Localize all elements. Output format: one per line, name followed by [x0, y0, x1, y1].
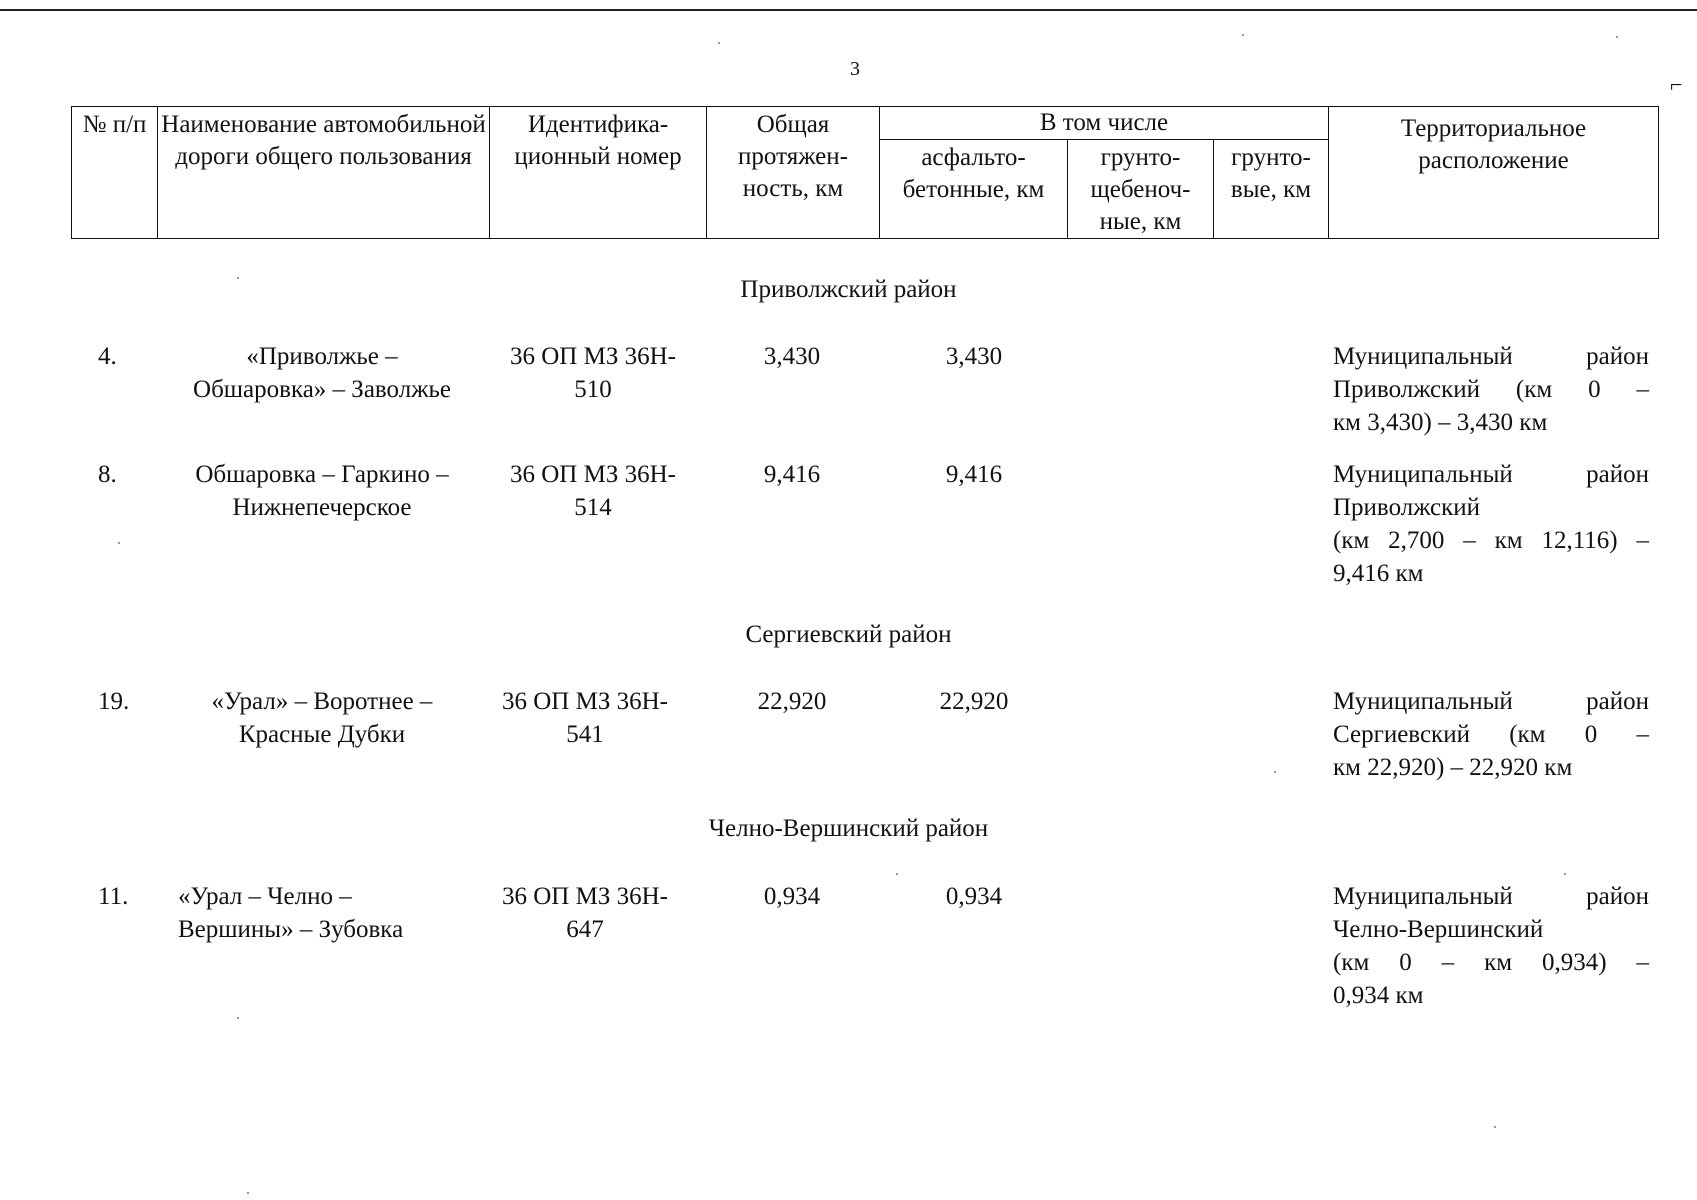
- road-name-line: Нижнепечерское: [232, 494, 412, 521]
- identifier-line: 514: [574, 494, 612, 521]
- total-length: 22,920: [757, 688, 827, 715]
- identifier-line: 647: [566, 916, 604, 943]
- location-line: Муниципальный район: [1333, 461, 1649, 488]
- location-line: 9,416 км: [1333, 560, 1424, 587]
- scan-speck: [896, 873, 898, 875]
- road-name-line: «Урал» – Воротнее –: [211, 688, 433, 715]
- header-total-length: Общая протяжен-ность, км: [707, 107, 880, 239]
- scan-speck: [718, 42, 720, 44]
- identifier-line: 36 ОП МЗ 36Н-: [502, 688, 668, 715]
- road-identifier: [488, 458, 698, 524]
- road-name-line: Красные Дубки: [238, 721, 406, 748]
- location-line: Челно-Вершинский: [1333, 916, 1544, 943]
- road-name: [158, 458, 486, 524]
- asphalt-length: 0,934: [945, 883, 1003, 910]
- road-name: [178, 880, 438, 946]
- scan-speck: [1494, 1126, 1496, 1128]
- road-identifier: [480, 685, 690, 751]
- section-title: Приволжский район: [740, 276, 957, 303]
- location-line: Сергиевский (км 0 –: [1333, 721, 1649, 748]
- header-road-name: Наименование автомобильной дороги общего пользования: [158, 107, 490, 239]
- header-dirt: грунто-вые, км: [1214, 140, 1329, 239]
- scan-edge-line: [0, 9, 1697, 11]
- location-line: км 3,430) – 3,430 км: [1333, 409, 1548, 436]
- identifier-line: 36 ОП МЗ 36Н-: [502, 883, 668, 910]
- road-identifier: [488, 340, 698, 406]
- scan-speck: [1616, 36, 1618, 38]
- road-identifier: [480, 880, 690, 946]
- territorial-location: [1333, 340, 1649, 439]
- header-number: № п/п: [72, 107, 158, 239]
- road-name-line: Вершины» – Зубовка: [178, 916, 404, 943]
- scan-speck: [247, 1192, 249, 1194]
- road-name-line: Обшаровка» – Заволжье: [193, 376, 451, 403]
- scan-speck: [237, 1017, 239, 1019]
- asphalt-length: 9,416: [945, 461, 1003, 488]
- scan-corner-mark: ⌐: [1670, 72, 1683, 97]
- row-number: 4.: [98, 343, 117, 370]
- section-title: Челно-Вершинский район: [708, 815, 989, 842]
- total-length: 3,430: [763, 343, 821, 370]
- scan-speck: [118, 542, 120, 544]
- row-number: 11.: [98, 883, 129, 910]
- location-line: Муниципальный район: [1333, 343, 1649, 370]
- asphalt-length: 22,920: [939, 688, 1009, 715]
- scan-speck: [1242, 34, 1244, 36]
- identifier-line: 510: [574, 376, 612, 403]
- page-number: 3: [850, 58, 860, 80]
- location-line: км 22,920) – 22,920 км: [1333, 754, 1573, 781]
- identifier-line: 541: [566, 721, 604, 748]
- location-line: 0,934 км: [1333, 982, 1424, 1009]
- total-length: 9,416: [763, 461, 821, 488]
- row-number: 8.: [98, 461, 117, 488]
- roads-header-table: [71, 106, 1659, 239]
- section-title: Сергиевский район: [745, 621, 952, 648]
- header-identifier: Идентифика-ционный номер: [490, 107, 707, 239]
- row-number: 19.: [98, 688, 130, 715]
- location-line: Муниципальный район: [1333, 688, 1649, 715]
- header-asphalt: асфальто-бетонные, км: [880, 140, 1068, 239]
- location-line: (км 0 – км 0,934) –: [1333, 949, 1649, 976]
- scan-speck: [1564, 873, 1566, 875]
- territorial-location: [1333, 458, 1649, 590]
- total-length: 0,934: [763, 883, 821, 910]
- road-name-line: «Приволжье –: [246, 343, 398, 370]
- location-line: Приволжский: [1333, 494, 1481, 521]
- road-name: [158, 685, 486, 751]
- road-name: [158, 340, 486, 406]
- territorial-location: [1333, 685, 1649, 784]
- road-name-line: «Урал – Челно –: [178, 883, 352, 910]
- header-location: Территориальное расположение: [1329, 107, 1659, 239]
- header-including-group: В том числе: [880, 107, 1329, 140]
- road-name-line: Обшаровка – Гаркино –: [195, 461, 449, 488]
- territorial-location: [1333, 880, 1649, 1012]
- header-gravel: грунто-щебеноч-ные, км: [1068, 140, 1214, 239]
- location-line: (км 2,700 – км 12,116) –: [1333, 527, 1649, 554]
- location-line: Муниципальный район: [1333, 883, 1649, 910]
- scan-speck: [1274, 771, 1276, 773]
- asphalt-length: 3,430: [945, 343, 1003, 370]
- location-line: Приволжский (км 0 –: [1333, 376, 1649, 403]
- identifier-line: 36 ОП МЗ 36Н-: [510, 461, 676, 488]
- identifier-line: 36 ОП МЗ 36Н-: [510, 343, 676, 370]
